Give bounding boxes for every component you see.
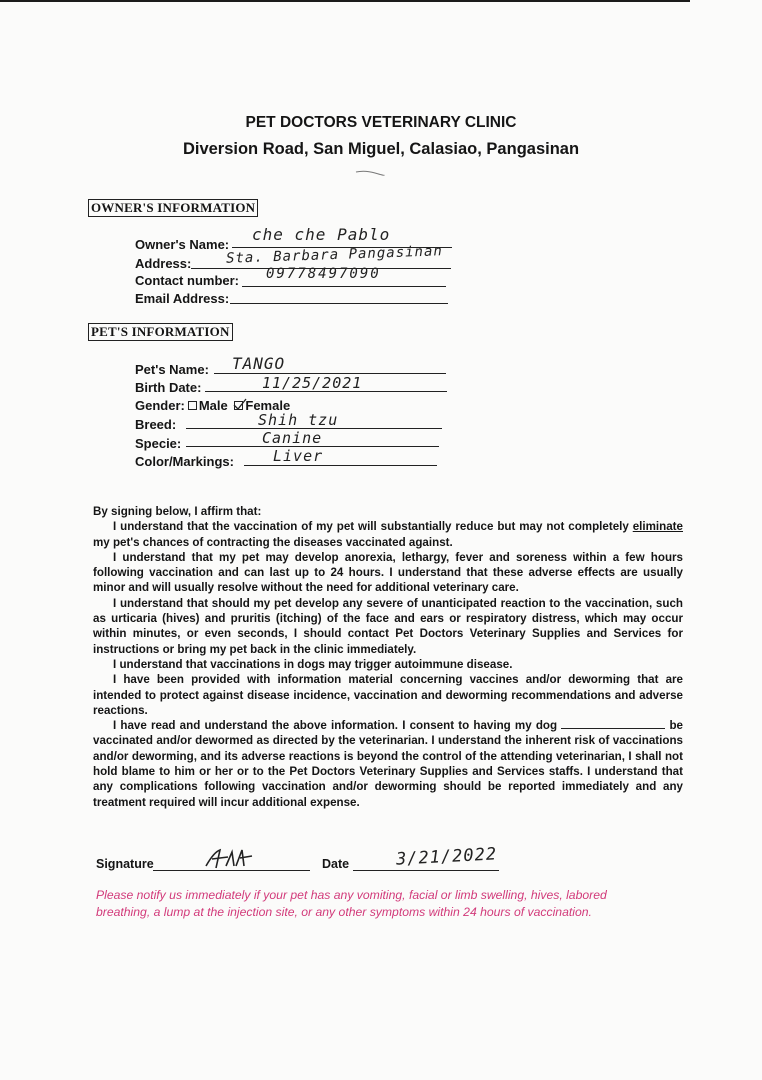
checkmark-icon — [233, 398, 247, 410]
owner-address-value[interactable]: Sta. Barbara Pangasinan — [225, 243, 444, 267]
date-label: Date — [322, 857, 350, 871]
pet-name-value[interactable]: TANGO — [232, 354, 286, 373]
birth-date-label: Birth Date: — [135, 380, 202, 395]
signature-mark-icon[interactable] — [202, 846, 262, 872]
consent-text — [93, 504, 683, 810]
color-markings-label: Color/Markings: — [135, 454, 234, 469]
contact-number-value[interactable]: 09778497090 — [266, 266, 381, 282]
owner-name-value[interactable]: che che Pablo — [252, 225, 391, 244]
breed-value[interactable]: Shih tzu — [258, 411, 339, 429]
birth-date-value[interactable]: 11/25/2021 — [262, 374, 363, 392]
consent-paragraph-2: I understand that my pet may develop anorexia, lethargy, fever and soreness within a few hours following vaccination and can last up to 24 hours. I understand that these adverse effects are usually minor and will usually resolve without the need for additional veterinary care. — [93, 550, 683, 595]
color-markings-line — [244, 465, 437, 466]
email-address-line — [230, 303, 448, 304]
pet-section-title: PET'S INFORMATION — [88, 323, 233, 341]
breed-label: Breed: — [135, 417, 177, 432]
gender-female-label: Female — [245, 398, 291, 413]
consent-paragraph-6 — [93, 718, 683, 810]
consent-p6-text-end: be vaccinated and/or dewormed as directed by the veterinarian. I understand the inherent risk of vaccinations and/or deworming, and its adverse reactions is beyond the control of the attending veterinarian, I shall not hold blame to him or her or to the Pet Doctors Veterinary Supplies and Services staffs. I understand that any complications following vaccination and/or deworming should be reported immediately and any treatment required will incur additional expense. — [93, 719, 683, 809]
email-address-label: Email Address: — [135, 291, 230, 306]
consent-intro: By signing below, I affirm that: — [93, 505, 262, 518]
color-markings-value[interactable]: Liver — [273, 447, 324, 465]
dog-name-blank[interactable] — [561, 719, 665, 729]
consent-paragraph-5: I have been provided with information material concerning vaccines and/or deworming that are intended to protect against disease incidence, vaccination and deworming recommendations and adverse reactions. — [93, 673, 683, 717]
consent-p6-text: I have read and understand the above information. I consent to having my dog — [113, 719, 562, 733]
consent-p1-text-end: my pet's chances of contracting the diseases vaccinated against. — [93, 535, 453, 549]
consent-p1-text: I understand that the vaccination of my pet will substantially reduce but may not completely — [113, 520, 633, 534]
owner-address-label: Address: — [135, 256, 192, 271]
gender-label: Gender: — [135, 398, 185, 413]
gender-female-checkbox[interactable] — [234, 401, 243, 410]
contact-number-label: Contact number: — [135, 273, 239, 288]
consent-paragraph-1 — [93, 519, 683, 550]
consent-paragraph-3: I understand that should my pet develop any severe of unanticipated reaction to the vaccination, such as urticaria (hives) and pruritis (itching) of the face and ears or respiratory distress, which may occur within minutes, or even seconds, I should contact Pet Doctors Veterinary Supplies and Services for instructions or bring my pet back in the clinic immediately. — [93, 596, 683, 656]
owner-name-label: Owner's Name: — [135, 237, 230, 252]
gender-male-checkbox[interactable] — [188, 401, 197, 410]
consent-p1-underlined: eliminate — [632, 520, 683, 534]
date-line — [353, 870, 499, 871]
clinic-address: Diversion Road, San Miguel, Calasiao, Pangasinan — [182, 140, 580, 158]
scan-edge-line — [0, 0, 690, 2]
specie-value[interactable]: Canine — [262, 429, 323, 447]
clinic-name: PET DOCTORS VETERINARY CLINIC — [245, 114, 517, 131]
vaccination-notice: Please notify us immediately if your pet has any vomiting, facial or limb swelling, hives, labored breathing, a lump at the injection site, or any other symptoms within 24 hours of vaccination. — [96, 888, 607, 919]
scribble-mark-icon — [355, 168, 385, 178]
pet-name-label: Pet's Name: — [135, 362, 209, 377]
date-value[interactable]: 3/21/2022 — [395, 844, 498, 870]
specie-label: Specie: — [135, 436, 182, 451]
owner-section-title: OWNER'S INFORMATION — [88, 199, 258, 217]
signature-label: Signature — [96, 857, 154, 871]
contact-number-line — [242, 286, 446, 287]
consent-paragraph-4: I understand that vaccinations in dogs may trigger autoimmune disease. — [113, 657, 513, 671]
gender-male-label: Male — [198, 398, 228, 413]
